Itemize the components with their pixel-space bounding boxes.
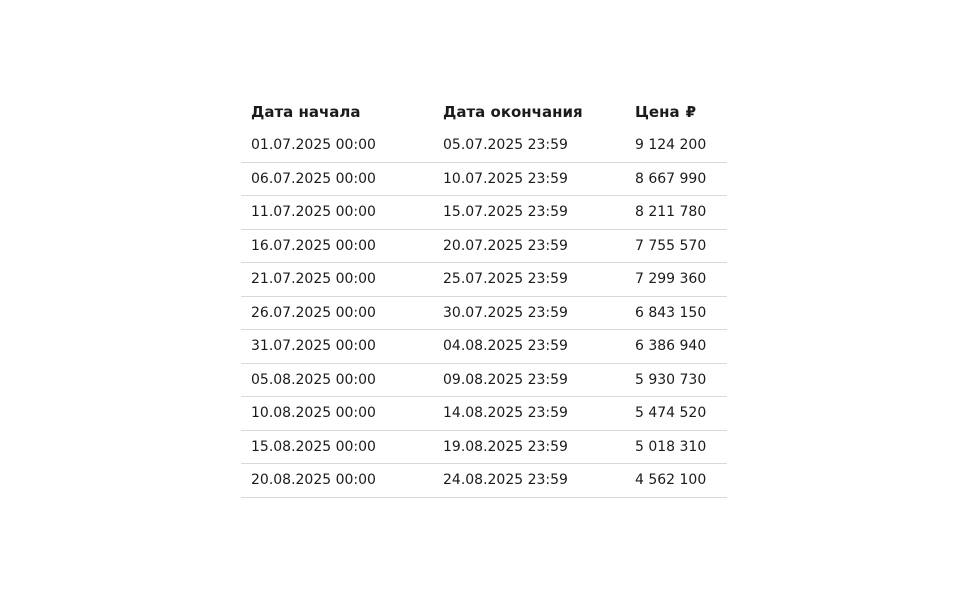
- table-row: [241, 431, 727, 465]
- price-cell: 6 386 940: [635, 338, 707, 355]
- start-date-cell: 06.07.2025 00:00: [251, 170, 376, 187]
- start-date-cell: 31.07.2025 00:00: [251, 338, 376, 355]
- table-row: [241, 397, 727, 431]
- end-date-cell: 15.07.2025 23:59: [443, 204, 568, 221]
- end-date-cell: 09.08.2025 23:59: [443, 371, 568, 388]
- price-cell: 8 211 780: [635, 204, 707, 221]
- start-date-cell: 16.07.2025 00:00: [251, 237, 376, 254]
- price-cell: 4 562 100: [635, 472, 707, 489]
- table-row: [241, 297, 727, 331]
- start-date-cell: 10.08.2025 00:00: [251, 405, 376, 422]
- end-date-cell: 05.07.2025 23:59: [443, 137, 568, 154]
- end-date-cell: 24.08.2025 23:59: [443, 472, 568, 489]
- table-row: [241, 230, 727, 264]
- end-date-cell: 25.07.2025 23:59: [443, 271, 568, 288]
- header-end-date: Дата окончания: [443, 103, 583, 121]
- start-date-cell: 26.07.2025 00:00: [251, 304, 376, 321]
- price-cell: 7 755 570: [635, 237, 707, 254]
- end-date-cell: 10.07.2025 23:59: [443, 170, 568, 187]
- table-row: [241, 129, 727, 163]
- price-cell: 5 018 310: [635, 438, 707, 455]
- start-date-cell: 11.07.2025 00:00: [251, 204, 376, 221]
- price-cell: 7 299 360: [635, 271, 707, 288]
- price-schedule-table: [241, 96, 727, 498]
- price-cell: 6 843 150: [635, 304, 707, 321]
- start-date-cell: 15.08.2025 00:00: [251, 438, 376, 455]
- price-cell: 9 124 200: [635, 137, 707, 154]
- table-row: [241, 464, 727, 498]
- table-row: [241, 364, 727, 398]
- table-row: [241, 163, 727, 197]
- table-row: [241, 263, 727, 297]
- header-price: [635, 105, 727, 120]
- end-date-cell: 20.07.2025 23:59: [443, 237, 568, 254]
- end-date-cell: 19.08.2025 23:59: [443, 438, 568, 455]
- end-date-cell: 04.08.2025 23:59: [443, 338, 568, 355]
- start-date-cell: 01.07.2025 00:00: [251, 137, 376, 154]
- start-date-cell: 20.08.2025 00:00: [251, 472, 376, 489]
- price-cell: 5 474 520: [635, 405, 707, 422]
- table-header-row: [241, 96, 727, 129]
- end-date-cell: 14.08.2025 23:59: [443, 405, 568, 422]
- table-row: [241, 330, 727, 364]
- start-date-cell: 05.08.2025 00:00: [251, 371, 376, 388]
- price-cell: 8 667 990: [635, 170, 707, 187]
- start-date-cell: 21.07.2025 00:00: [251, 271, 376, 288]
- end-date-cell: 30.07.2025 23:59: [443, 304, 568, 321]
- header-price-label: Цена: [635, 103, 680, 121]
- ruble-currency-icon: ₽: [685, 103, 697, 121]
- price-cell: 5 930 730: [635, 371, 707, 388]
- table-row: [241, 196, 727, 230]
- header-start-date: Дата начала: [251, 103, 361, 121]
